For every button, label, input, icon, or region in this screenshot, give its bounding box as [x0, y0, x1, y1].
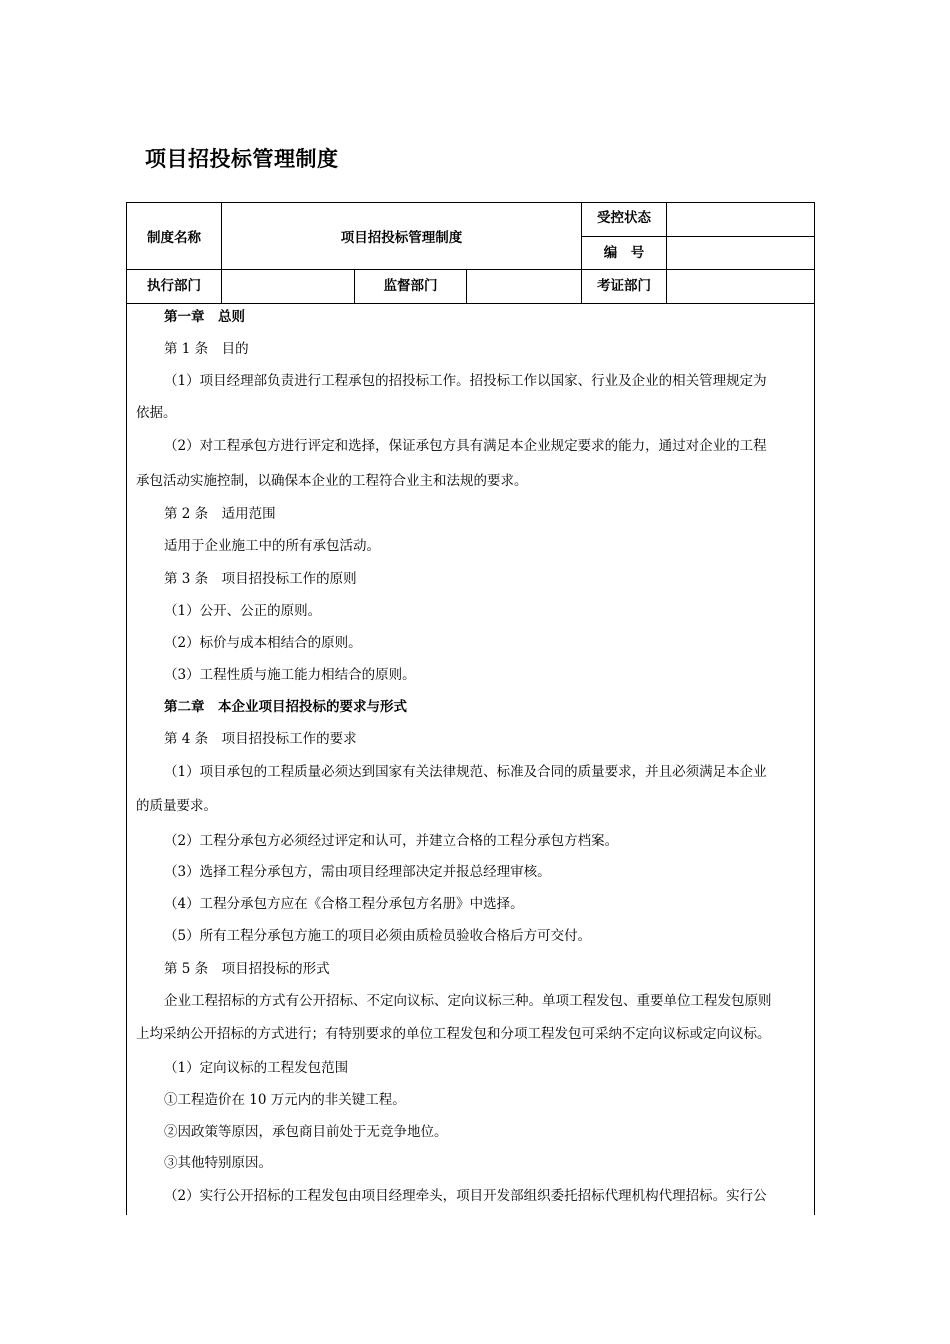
body-line: （3）选择工程分承包方，需由项目经理部决定并报总经理审核。 — [164, 864, 551, 880]
body-line: 适用于企业施工中的所有承包活动。 — [164, 538, 380, 554]
body-line: ②因政策等原因，承包商目前处于无竞争地位。 — [164, 1124, 448, 1140]
body-line: （1）公开、公正的原则。 — [164, 603, 322, 619]
body-line: 上均采纳公开招标的方式进行；有特别要求的单位工程发包和分项工程发包可采纳不定向议标或定向议标。 — [136, 1026, 771, 1042]
name-value-cell: 项目招投标管理制度 — [340, 230, 463, 246]
body-line: （4）工程分承包方应在《合格工程分承包方名册》中选择。 — [164, 896, 524, 912]
body-line: （2）对工程承包方进行评定和选择，保证承包方具有满足本企业规定要求的能力，通过对企业的工程 — [164, 438, 767, 454]
exec-dept-label-cell: 执行部门 — [147, 278, 201, 294]
body-line: （1）项目经理部负责进行工程承包的招投标工作。招投标工作以国家、行业及企业的相关管理规定为 — [164, 373, 767, 389]
body-line: （2）标价与成本相结合的原则。 — [164, 635, 362, 651]
body-line: 第 3 条 项目招投标工作的原则 — [164, 571, 357, 587]
body-line: 第 2 条 适用范围 — [164, 506, 276, 522]
document-title: 项目招投标管理制度 — [145, 147, 339, 171]
body-line: 第二章 本企业项目招投标的要求与形式 — [164, 699, 407, 715]
supervise-dept-label-cell: 监督部门 — [383, 278, 438, 294]
body-line: （1）定向议标的工程发包范围 — [164, 1060, 349, 1076]
body-line: （2）工程分承包方必须经过评定和认可，并建立合格的工程分承包方档案。 — [164, 833, 619, 849]
body-line: 企业工程招标的方式有公开招标、不定向议标、定向议标三种。单项工程发包、重要单位工程发包原则 — [164, 993, 772, 1009]
verify-dept-value-cell — [667, 270, 815, 303]
body-line: 第 5 条 项目招投标的形式 — [164, 961, 330, 977]
name-label-cell: 制度名称 — [147, 230, 201, 246]
body-line: 第 1 条 目的 — [164, 341, 249, 357]
table-rule — [127, 303, 815, 304]
body-line: 的质量要求。 — [136, 798, 217, 814]
body-line: ③其他特别原因。 — [164, 1155, 272, 1171]
control-status-label-cell: 受控状态 — [597, 209, 651, 226]
body-line: （5）所有工程分承包方施工的项目必须由质检员验收合格后方可交付。 — [164, 928, 592, 944]
body-line: （3）工程性质与施工能力相结合的原则。 — [164, 667, 416, 683]
number-label-cell: 编 号 — [603, 245, 645, 261]
body-line: 依据。 — [136, 405, 177, 421]
body-line: 第一章 总则 — [164, 309, 245, 325]
body-line: （2）实行公开招标的工程发包由项目经理牵头，项目开发部组织委托招标代理机构代理招标。实行公 — [164, 1188, 767, 1204]
number-value-cell — [667, 237, 815, 269]
body-line: 承包活动实施控制，以确保本企业的工程符合业主和法规的要求。 — [136, 473, 528, 489]
body-line: （1）项目承包的工程质量必须达到国家有关法律规范、标准及合同的质量要求，并且必须满足本企业 — [164, 764, 767, 780]
supervise-dept-value-cell — [467, 270, 581, 303]
verify-dept-label-cell: 考证部门 — [597, 278, 651, 294]
body-line: ①工程造价在 10 万元内的非关键工程。 — [164, 1092, 406, 1108]
exec-dept-value-cell — [222, 270, 354, 303]
control-status-value-cell — [667, 203, 815, 236]
body-line: 第 4 条 项目招投标工作的要求 — [164, 731, 357, 747]
